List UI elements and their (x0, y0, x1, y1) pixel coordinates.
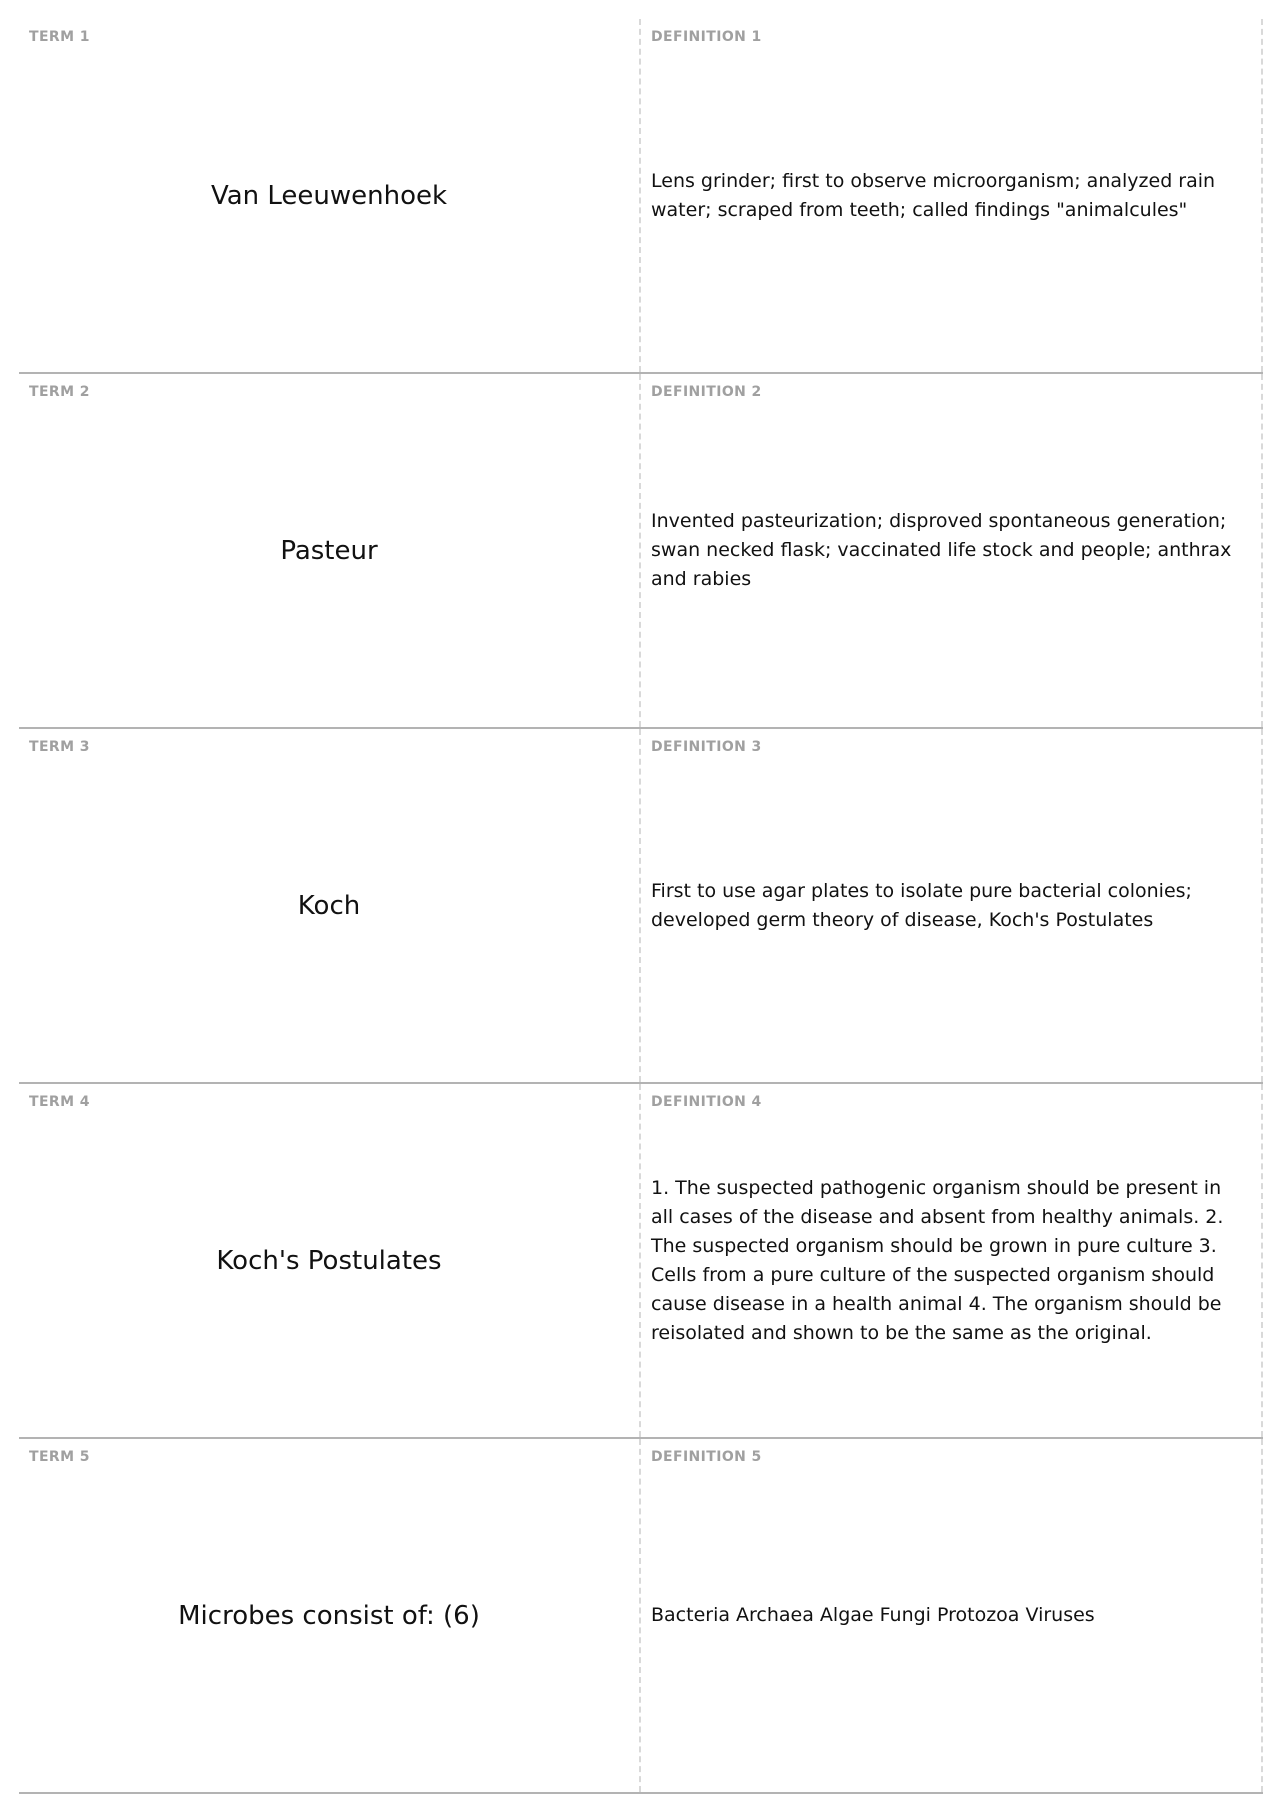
definition-text: Lens grinder; first to observe microorganism; analyzed rain water; scraped from teeth; called findings "animalcules" (651, 169, 1216, 221)
term-text: Pasteur (280, 535, 378, 566)
term-text: Koch (297, 890, 361, 921)
term-cell (19, 729, 641, 1082)
flashcard-row-5 (19, 1439, 1263, 1794)
definition-text: First to use agar plates to isolate pure bacterial colonies; developed germ theory of disease, Koch's Postulates (651, 879, 1192, 931)
definition-label: DEFINITION 4 (651, 1094, 762, 1110)
definition-text: Invented pasteurization; disproved spontaneous generation; swan necked flask; vaccinated life stock and people; anthrax and rabies (651, 510, 1232, 590)
definition-text-wrap (651, 374, 1247, 727)
definition-text-wrap (651, 19, 1247, 372)
definition-text: 1. The suspected pathogenic organism should be present in all cases of the disease and absent from healthy animals. 2. The suspected organism should be grown in pure culture 3. Cells from a pure culture of the suspected organism should cause disease in a health animal 4. The organism should be reisolated and shown to be the same as the original. (651, 1176, 1224, 1344)
term-text: Van Leeuwenhoek (210, 180, 448, 211)
term-label: TERM 1 (29, 29, 90, 45)
term-label: TERM 4 (29, 1094, 90, 1110)
term-label: TERM 5 (29, 1449, 90, 1465)
definition-cell (641, 19, 1263, 372)
definition-cell (641, 729, 1263, 1082)
term-cell (19, 374, 641, 727)
flashcard-sheet (19, 19, 1263, 1794)
flashcard-row-1 (19, 19, 1263, 374)
definition-cell (641, 1439, 1263, 1792)
definition-label: DEFINITION 1 (651, 29, 762, 45)
term-cell (19, 19, 641, 372)
term-text: Microbes consist of: (6) (178, 1600, 480, 1631)
definition-label: DEFINITION 3 (651, 739, 762, 755)
definition-text-wrap (651, 1084, 1247, 1437)
definition-label: DEFINITION 5 (651, 1449, 762, 1465)
definition-label: DEFINITION 2 (651, 384, 762, 400)
term-text: Koch's Postulates (216, 1245, 442, 1276)
definition-cell (641, 1084, 1263, 1437)
term-cell (19, 1084, 641, 1437)
flashcard-row-2 (19, 374, 1263, 729)
definition-text: Bacteria Archaea Algae Fungi Protozoa Viruses (651, 1604, 1095, 1626)
term-label: TERM 2 (29, 384, 90, 400)
definition-cell (641, 374, 1263, 727)
definition-text-wrap (651, 1439, 1247, 1792)
term-cell (19, 1439, 641, 1792)
flashcard-row-4 (19, 1084, 1263, 1439)
flashcard-row-3 (19, 729, 1263, 1084)
term-label: TERM 3 (29, 739, 90, 755)
definition-text-wrap (651, 729, 1247, 1082)
